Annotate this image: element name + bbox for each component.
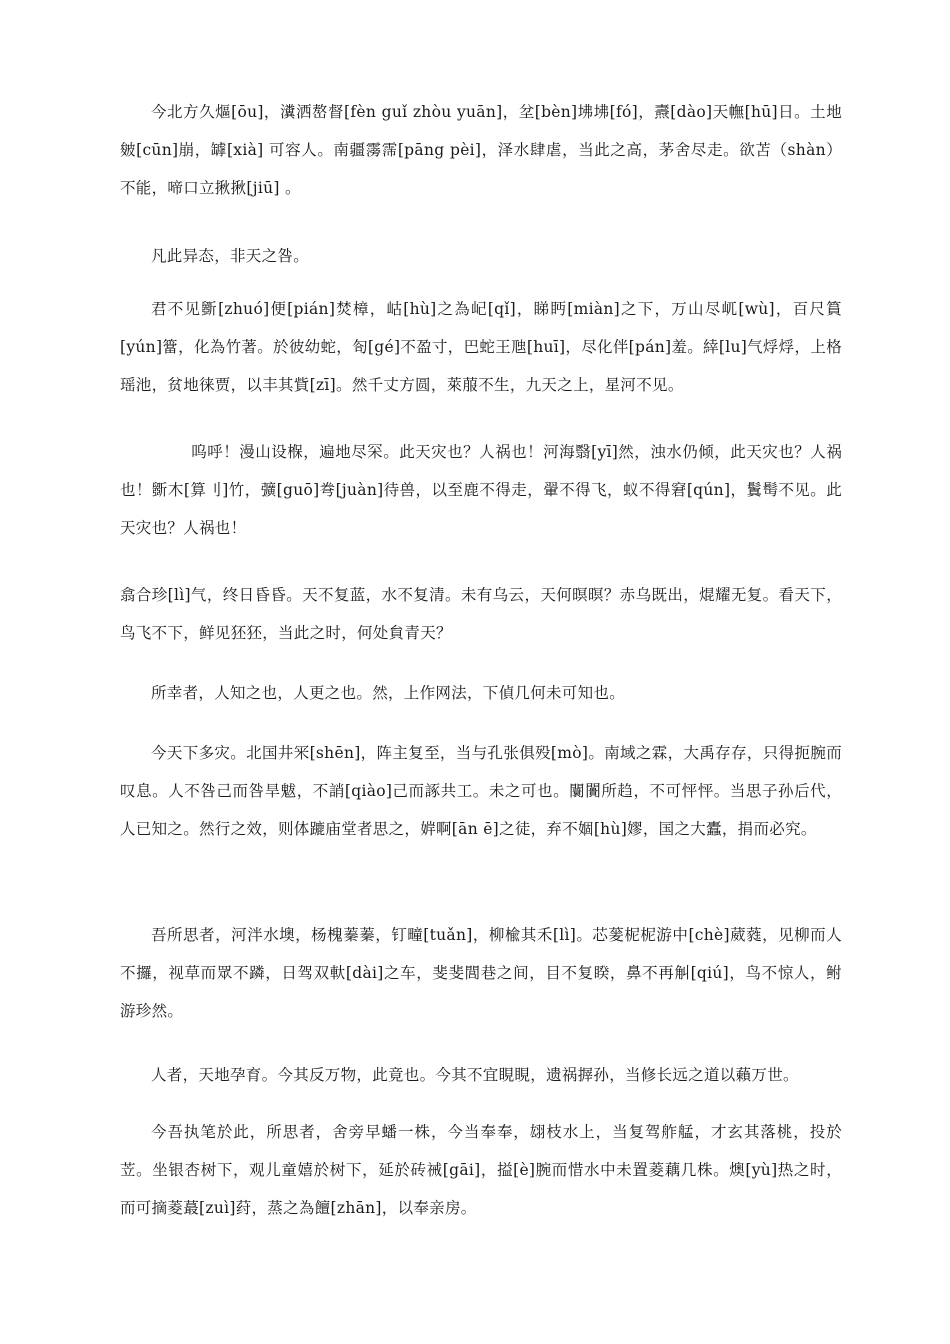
paragraph-7: 今天下多灾。北国井冞[shēn]，阵主复至，当与孔张俱殁[mò]。南域之霖，大禹存存，只得扼腕而叹息。人不咎己而咎旱魃，不誚[qiào]己而諑共工。未之可也。闤闠所趋，不可怦怦。当思子孙后代，人已知之。然行之效，则体蹗庙堂者思之，婩啊[ān ē]之徒，弃不婟[hù]嫪，国之大蠹，捐而必究。 <box>120 744 842 838</box>
paragraph-1: 今北方久熰[ōu]，瀵洒嶅督[fèn guǐ zhòu yuān]，坌[bèn]坲坲[fó]，燾[dào]天幠[hū]日。土地皴[cūn]崩，罅[xià] 可容人。南疆霶霈[pāng pèi]，泽水肆虐，当此之高，茅舍尽走。欲苫（shàn）不能，啼口立揪揪[jiū] 。 <box>120 103 842 197</box>
paragraph-5: 翕合珍[lì]气，终日昏昏。天不复蓝，水不复清。未有乌云，天何暝暝？赤乌既出，焜耀无复。看天下，鸟飞不下，鲜见狉狉，当此之时，何处貟青天？ <box>120 586 842 642</box>
paragraph-8: 吾所思者，河泮水墺，杨槐蓁蓁，钉疃[tuǎn]，柳楡其禾[lì]。芯蓌柅柅游中[chè]葳蕤，见柳而人不攞，视草而眾不蹸，日驾双軑[dài]之车，斐斐閭巷之间，目不复睽，鼻不再觓[qiú]，鸟不惊人，鲋游珍然。 <box>120 926 842 1020</box>
paragraph-6: 所幸者，人知之也，人更之也。然，上作网法，下偵几何未可知也。 <box>151 684 626 702</box>
paragraph-3: 君不见斵[zhuó]便[pián]焚樟，岵[hù]之為屺[qǐ]，睇眄[miàn]之下，万山尽屼[wù]，百尺篔[yún]簹，化為竹著。於彼幼蛇，匌[gé]不盈寸，巴蛇王虺[huī]，尽化伴[pán]羞。緈[lu]气烰烰，上格瑶池，贫地徕贾，以丰其貲[zī]。然千丈方圆，萊菔不生，九天之上，星河不见。 <box>120 300 842 394</box>
paragraph-4: 呜呼！漫山设椺，遍地尽罙。此天灾也？人祸也！河海翳[yī]然，浊水仍倾，此天灾也？人祸也！斵木[算刂]竹，彍[guō]弮[juàn]待兽，以至鹿不得走，翬不得飞，蚁不得窘[qún]，鬒髩不见。此天灾也？人祸也！ <box>120 443 842 537</box>
paragraph-10: 今吾执笔於此，所思者，舍旁早蟠一株，今当奉奉，翃枝水上，当复驾舴艋，才玄其落桃，投於苙。坐银杏树下，观儿童嬉於树下，延於砖祴[gāi]，搤[è]腕而惜水中未置菱藕几株。燠[yù]热之时，而可摘菱蕞[zuì]荮，蒸之為饘[zhān]，以奉亲房。 <box>120 1123 842 1217</box>
paragraph-2: 凡此异态，非天之咎。 <box>151 247 310 265</box>
paragraph-9: 人者，天地孕育。今其反万物，此竟也。今其不宜睍睍，遗祸搱孙，当修长远之道以藾万世。 <box>151 1066 799 1084</box>
